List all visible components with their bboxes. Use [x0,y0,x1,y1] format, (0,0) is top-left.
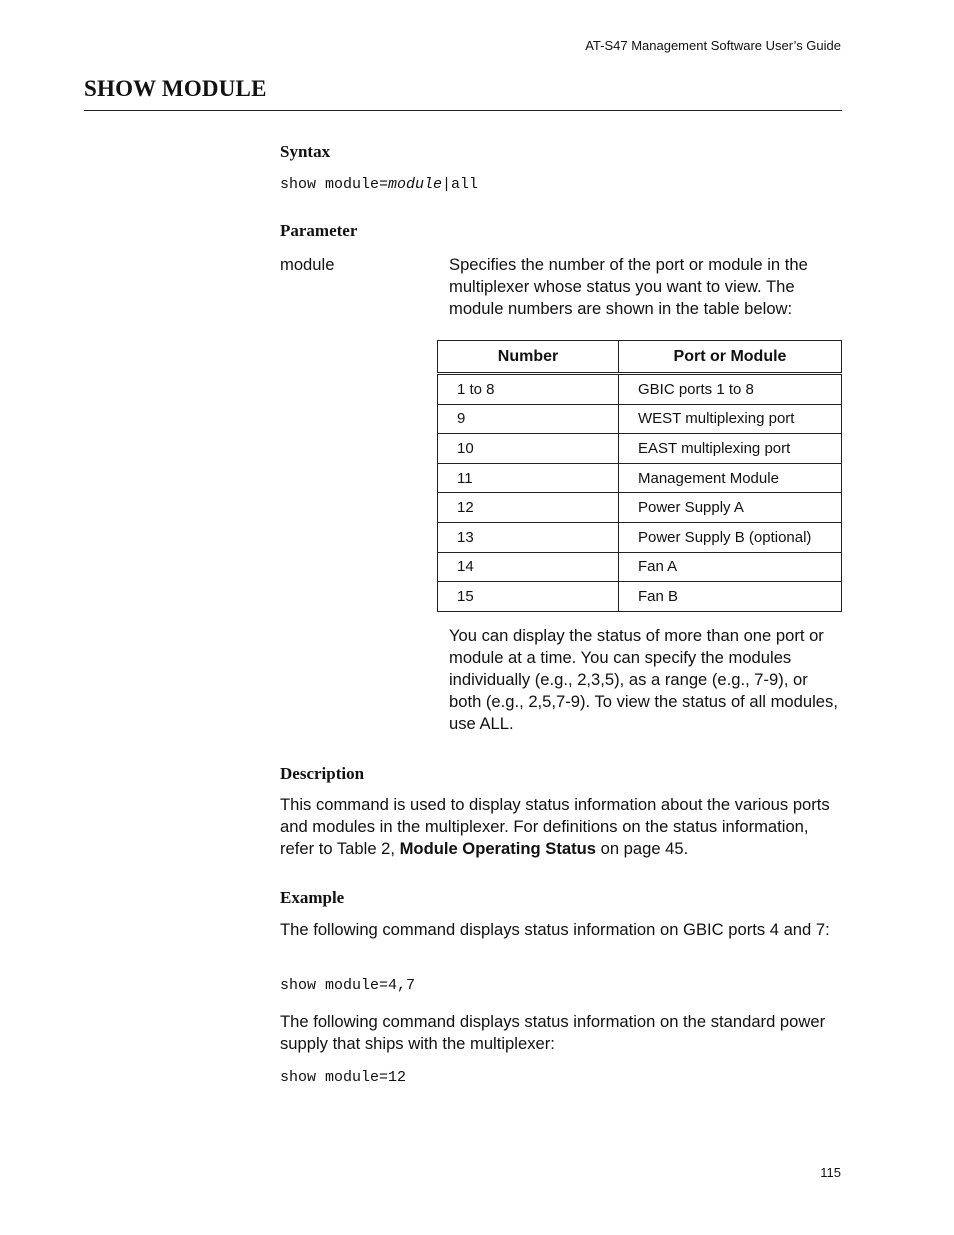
table-row [438,463,842,493]
description-table-reference: Module Operating Status [399,839,596,858]
table-header-row [438,341,842,374]
parameter-description: Specifies the number of the port or module in the multiplexer whose status you want to view. The module numbers are shown in the table below: [449,255,808,318]
table-cell-module: Fan A [619,552,842,582]
description-heading: Description [280,764,365,783]
table-cell-number: 9 [438,404,619,434]
table-cell-module: Fan B [619,582,842,612]
table-cell-module: Management Module [619,463,842,493]
table-row [438,493,842,523]
example-text-2: The following command displays status information on the standard power supply that ships with the multiplexer: [280,1012,826,1053]
example-text-1: The following command displays status information on GBIC ports 4 and 7: [280,920,830,939]
table-cell-number: 13 [438,522,619,552]
table-cell-module: GBIC ports 1 to 8 [619,374,842,405]
table-row [438,404,842,434]
table-row [438,582,842,612]
example-heading: Example [280,888,345,907]
table-header-number: Number [438,341,619,374]
parameter-name: module [280,255,335,274]
table-row [438,434,842,464]
syntax-command-param: module [388,176,443,193]
example-command-1: show module=4,7 [280,977,416,994]
page-title: SHOW MODULE [84,76,267,101]
table-cell-number: 12 [438,493,619,523]
module-table [437,340,842,612]
table-row [438,374,842,405]
running-header: AT-S47 Management Software User’s Guide [585,38,841,53]
table-cell-number: 1 to 8 [438,374,619,405]
example-command-2: show module=12 [280,1069,407,1086]
page-number: 115 [820,1165,841,1180]
table-cell-number: 14 [438,552,619,582]
table-cell-module: Power Supply A [619,493,842,523]
description-text [280,794,845,860]
table-row [438,522,842,552]
table-cell-number: 11 [438,463,619,493]
table-header-port-or-module: Port or Module [619,341,842,374]
title-divider [84,110,842,111]
syntax-command-prefix: show module= [280,176,389,193]
table-cell-module: Power Supply B (optional) [619,522,842,552]
parameter-note: You can display the status of more than one port or module at a time. You can specify the modules individually (e.g., 2,3,5), as a range (e.g., 7-9), or both (e.g., 2,5,7-9). To view the status of all modules, use ALL. [449,626,838,733]
syntax-heading: Syntax [280,142,331,161]
table-cell-number: 15 [438,582,619,612]
description-text-before: This command is used to display status information about the various ports and modules in the multiplexer. For definitions on the status information, refer to Table 2, [280,795,830,858]
table-cell-number: 10 [438,434,619,464]
parameter-heading: Parameter [280,221,358,240]
table-row [438,552,842,582]
description-text-after: on page 45. [595,839,689,858]
table-cell-module: WEST multiplexing port [619,404,842,434]
syntax-command [280,176,478,193]
table-cell-module: EAST multiplexing port [619,434,842,464]
syntax-command-suffix: |all [442,176,479,193]
